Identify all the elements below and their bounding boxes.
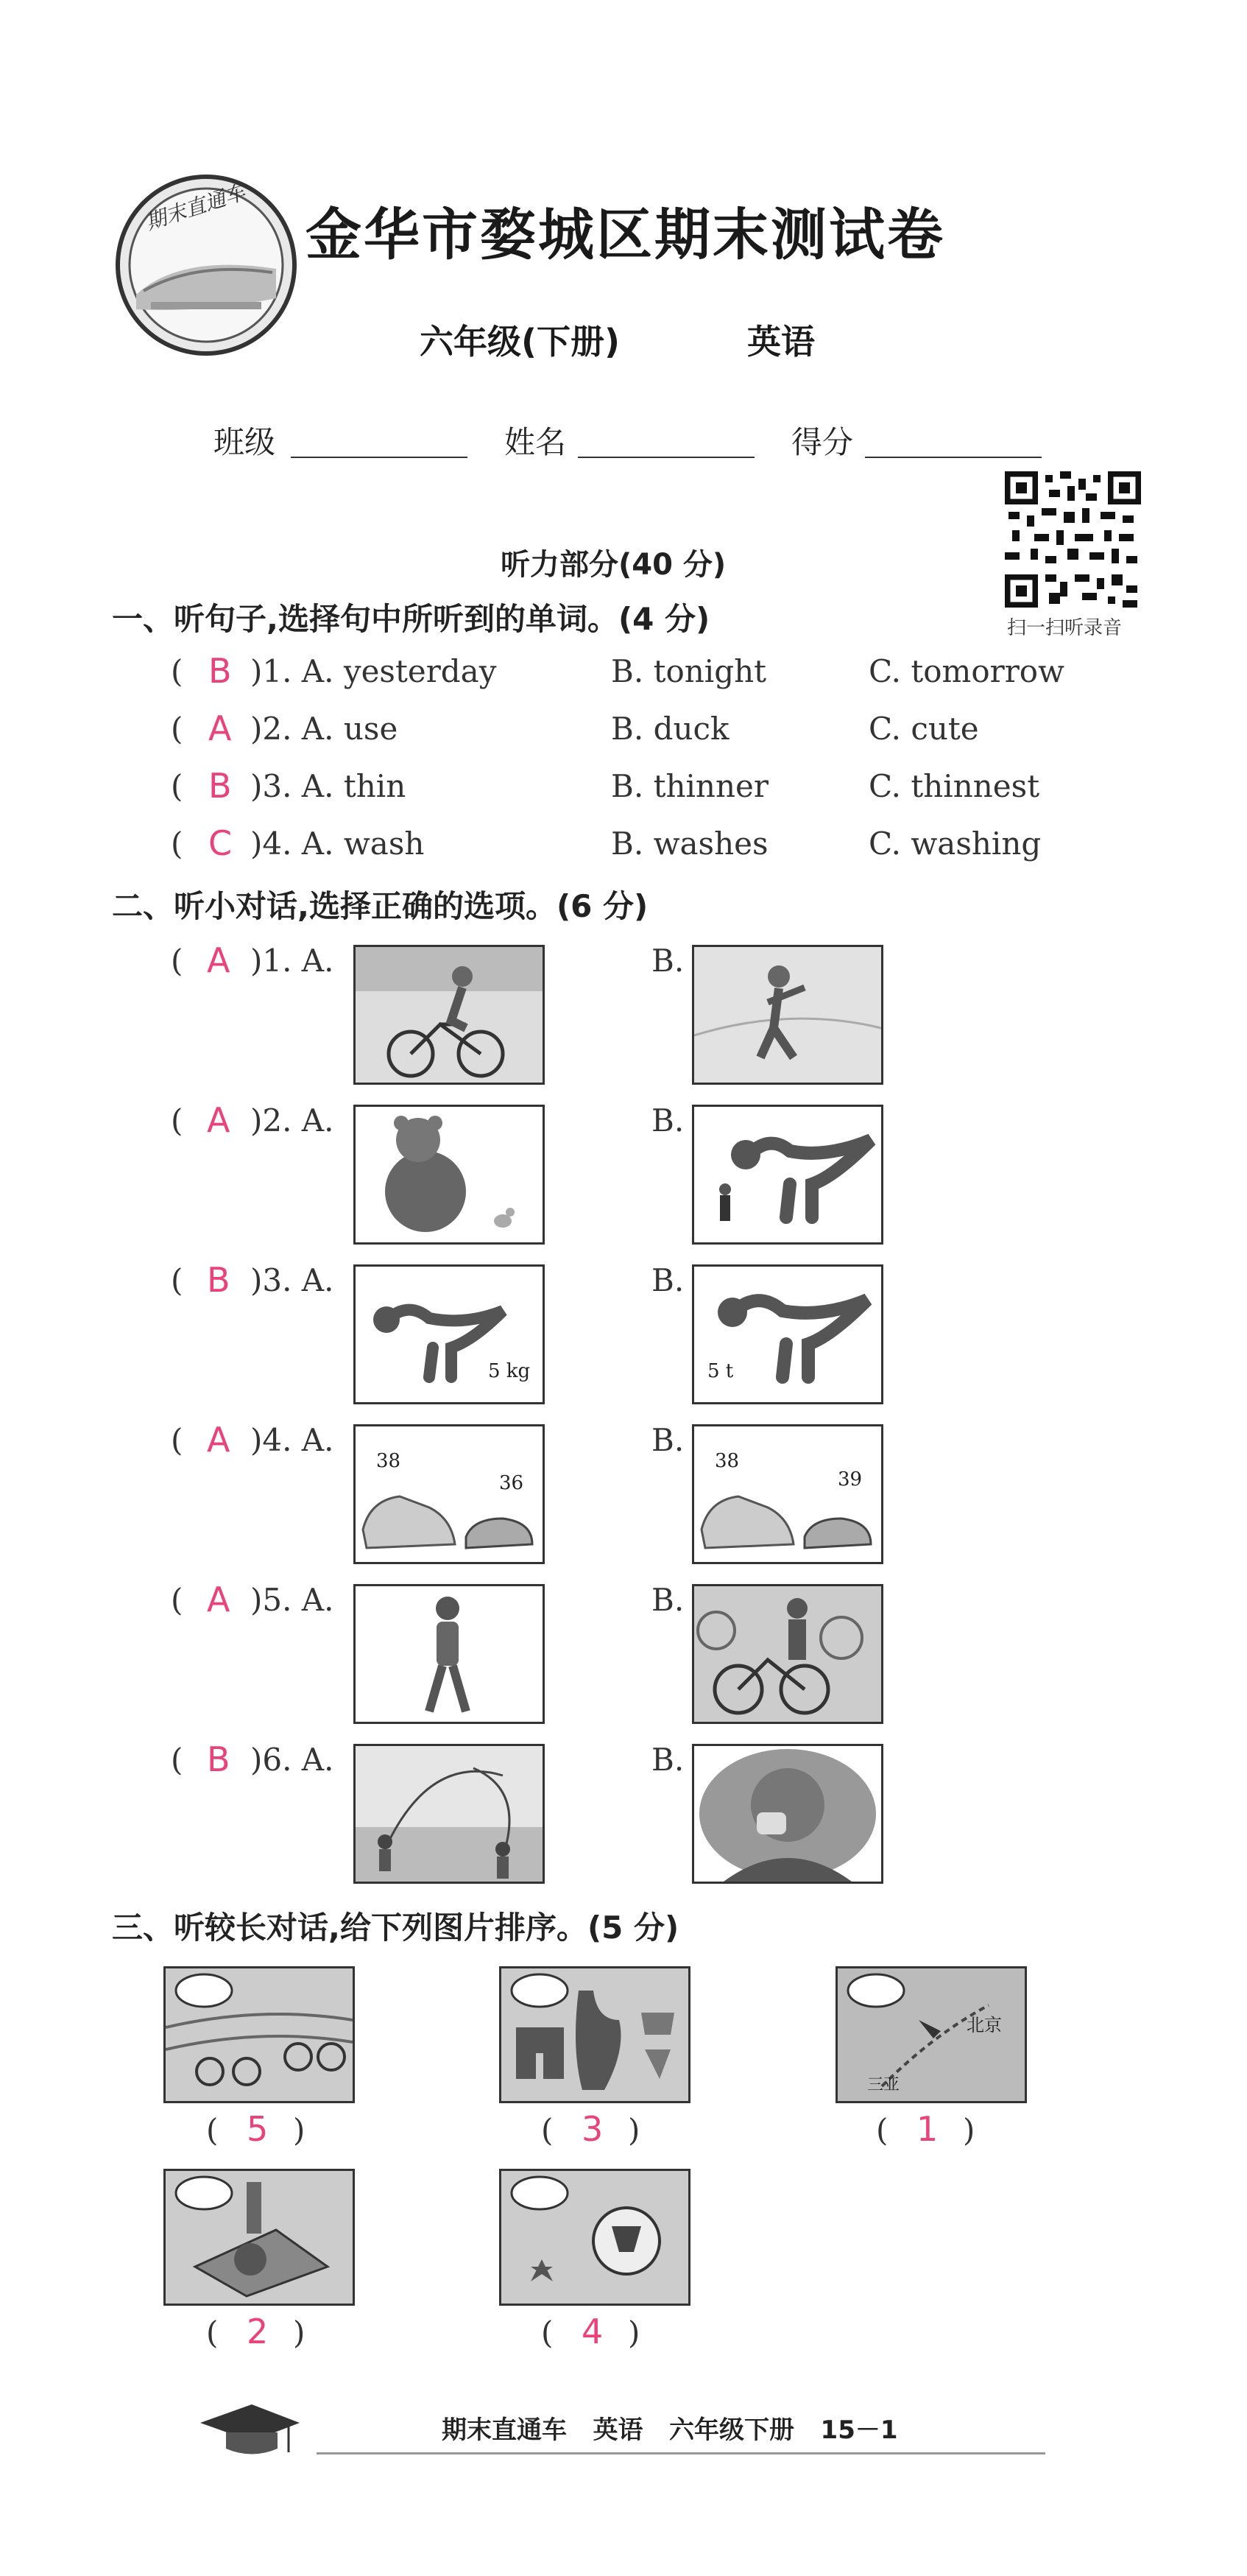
option-a: )2. A. use — [250, 711, 398, 747]
answer-paren-open: ( — [206, 2315, 219, 2351]
picture-camera[interactable] — [163, 2169, 355, 2306]
picture-bear-and-mouse[interactable] — [353, 1105, 545, 1245]
listening-title: 听力部分(40 分) — [501, 548, 727, 582]
option-b-label: B. — [651, 1422, 685, 1458]
class-field[interactable] — [291, 457, 467, 458]
option-c: C. tomorrow — [869, 653, 1065, 689]
answer-paren-open: ( — [876, 2112, 889, 2148]
answer-mark[interactable]: 3 — [582, 2109, 604, 2149]
name-field[interactable] — [578, 457, 755, 458]
answer-paren-open: ( — [206, 2112, 219, 2148]
answer-paren-close: ) — [293, 2112, 305, 2148]
shoe-size-a: 38 — [376, 1450, 401, 1472]
answer-mark[interactable]: A — [207, 1100, 230, 1140]
answer-paren-open: ( — [541, 2112, 554, 2148]
item-number: )3. A. — [250, 1262, 334, 1298]
shoe-size-b: 38 — [715, 1450, 740, 1472]
picture-boy-with-bikes[interactable] — [692, 1584, 883, 1724]
answer-paren-close: ) — [628, 2315, 640, 2351]
answer-mark[interactable]: B — [207, 1260, 230, 1300]
answer-mark[interactable]: A — [207, 940, 230, 980]
weight-label-b: 5 t — [707, 1360, 734, 1382]
answer-paren-open: ( — [541, 2315, 554, 2351]
picture-dinosaur-5kg[interactable] — [353, 1264, 545, 1404]
answer-paren-close: ) — [293, 2315, 305, 2351]
picture-people-fishing[interactable] — [353, 1744, 545, 1884]
option-b-label: B. — [651, 1742, 685, 1778]
subject-subtitle: 英语 — [747, 322, 815, 362]
answer-mark[interactable]: A — [207, 1420, 230, 1460]
picture-beach-ball-starfish[interactable] — [499, 2169, 690, 2306]
option-b: B. tonight — [611, 653, 767, 689]
map-label-beijing: 北京 — [967, 2015, 1002, 2035]
answer-paren-open: ( — [171, 1742, 183, 1778]
picture-swimsuits[interactable] — [499, 1966, 690, 2103]
answer-paren-open: ( — [171, 768, 183, 804]
map-label-sanya: 三亚 — [867, 2076, 900, 2094]
answer-paren-close: ) — [628, 2112, 640, 2148]
option-b: B. washes — [611, 826, 769, 862]
weight-label-a: 5 kg — [488, 1360, 531, 1382]
option-c: C. thinnest — [869, 768, 1040, 804]
option-b-label: B. — [651, 1582, 685, 1618]
graduation-cap-icon — [193, 2397, 303, 2463]
answer-paren-open: ( — [171, 826, 183, 862]
answer-paren-open: ( — [171, 1102, 183, 1139]
answer-mark[interactable]: B — [208, 651, 232, 691]
answer-paren-open: ( — [171, 1582, 183, 1618]
sandal-size-a: 36 — [499, 1472, 524, 1494]
picture-boy-crying[interactable] — [692, 1744, 883, 1884]
item-number: )2. A. — [250, 1102, 334, 1139]
item-number: )1. A. — [250, 943, 334, 979]
answer-mark[interactable]: A — [207, 1580, 230, 1619]
answer-paren-open: ( — [171, 943, 183, 979]
answer-mark[interactable]: 2 — [247, 2312, 269, 2351]
picture-shoes-38-sandals-36[interactable] — [353, 1424, 545, 1564]
answer-mark[interactable]: 1 — [916, 2109, 939, 2149]
option-a: )3. A. thin — [250, 768, 406, 804]
sandal-size-b: 39 — [838, 1468, 863, 1491]
answer-mark[interactable]: B — [208, 766, 232, 806]
picture-shoes-38-sandals-39[interactable] — [692, 1424, 883, 1564]
answer-paren-open: ( — [171, 1422, 183, 1458]
section1-title: 一、听句子,选择句中所听到的单词。(4 分) — [112, 601, 710, 637]
answer-paren-open: ( — [171, 711, 183, 747]
item-number: )4. A. — [250, 1422, 334, 1458]
picture-dinosaur-and-boy[interactable] — [692, 1105, 883, 1245]
score-field[interactable] — [865, 457, 1042, 458]
picture-boy-skating[interactable] — [692, 945, 883, 1085]
answer-mark[interactable]: B — [207, 1739, 230, 1779]
option-b-label: B. — [651, 1102, 685, 1139]
option-c: C. cute — [869, 711, 979, 747]
option-b-label: B. — [651, 943, 685, 979]
answer-mark[interactable]: C — [208, 823, 233, 863]
answer-paren-close: ) — [963, 2112, 975, 2148]
answer-paren-open: ( — [171, 653, 183, 689]
option-b: B. thinner — [611, 768, 769, 804]
class-label: 班级 — [213, 424, 276, 460]
page-title: 金华市婺城区期末测试卷 — [305, 202, 945, 267]
option-b-label: B. — [651, 1262, 685, 1298]
item-number: )5. A. — [250, 1582, 334, 1618]
footer-rule — [317, 2452, 1045, 2454]
section2-title: 二、听小对话,选择正确的选项。(6 分) — [112, 888, 649, 924]
footer-text: 期末直通车 英语 六年级下册 15－1 — [442, 2415, 898, 2445]
qr-code[interactable] — [1005, 471, 1141, 608]
option-a: )1. A. yesterday — [250, 653, 497, 689]
picture-map-sanya-beijing[interactable] — [836, 1966, 1027, 2103]
section3-title: 三、听较长对话,给下列图片排序。(5 分) — [112, 1910, 679, 1946]
option-c: C. washing — [869, 826, 1042, 862]
answer-paren-open: ( — [171, 1262, 183, 1298]
item-number: )6. A. — [250, 1742, 334, 1778]
picture-boy-walking[interactable] — [353, 1584, 545, 1724]
picture-dinosaur-5t[interactable] — [692, 1264, 883, 1404]
answer-mark[interactable]: 4 — [582, 2312, 604, 2351]
grade-subtitle: 六年级(下册) — [420, 322, 621, 362]
qr-caption: 扫一扫听录音 — [1007, 617, 1123, 639]
logo-text: 期末直通车 — [142, 180, 249, 235]
answer-mark[interactable]: A — [208, 708, 232, 748]
picture-bikes-on-road[interactable] — [163, 1966, 355, 2103]
option-a: )4. A. wash — [250, 826, 425, 862]
name-label: 姓名 — [504, 424, 567, 460]
answer-mark[interactable]: 5 — [247, 2109, 269, 2149]
option-b: B. duck — [611, 711, 730, 747]
score-label: 得分 — [791, 424, 854, 460]
picture-boy-riding-bike[interactable] — [353, 945, 545, 1085]
